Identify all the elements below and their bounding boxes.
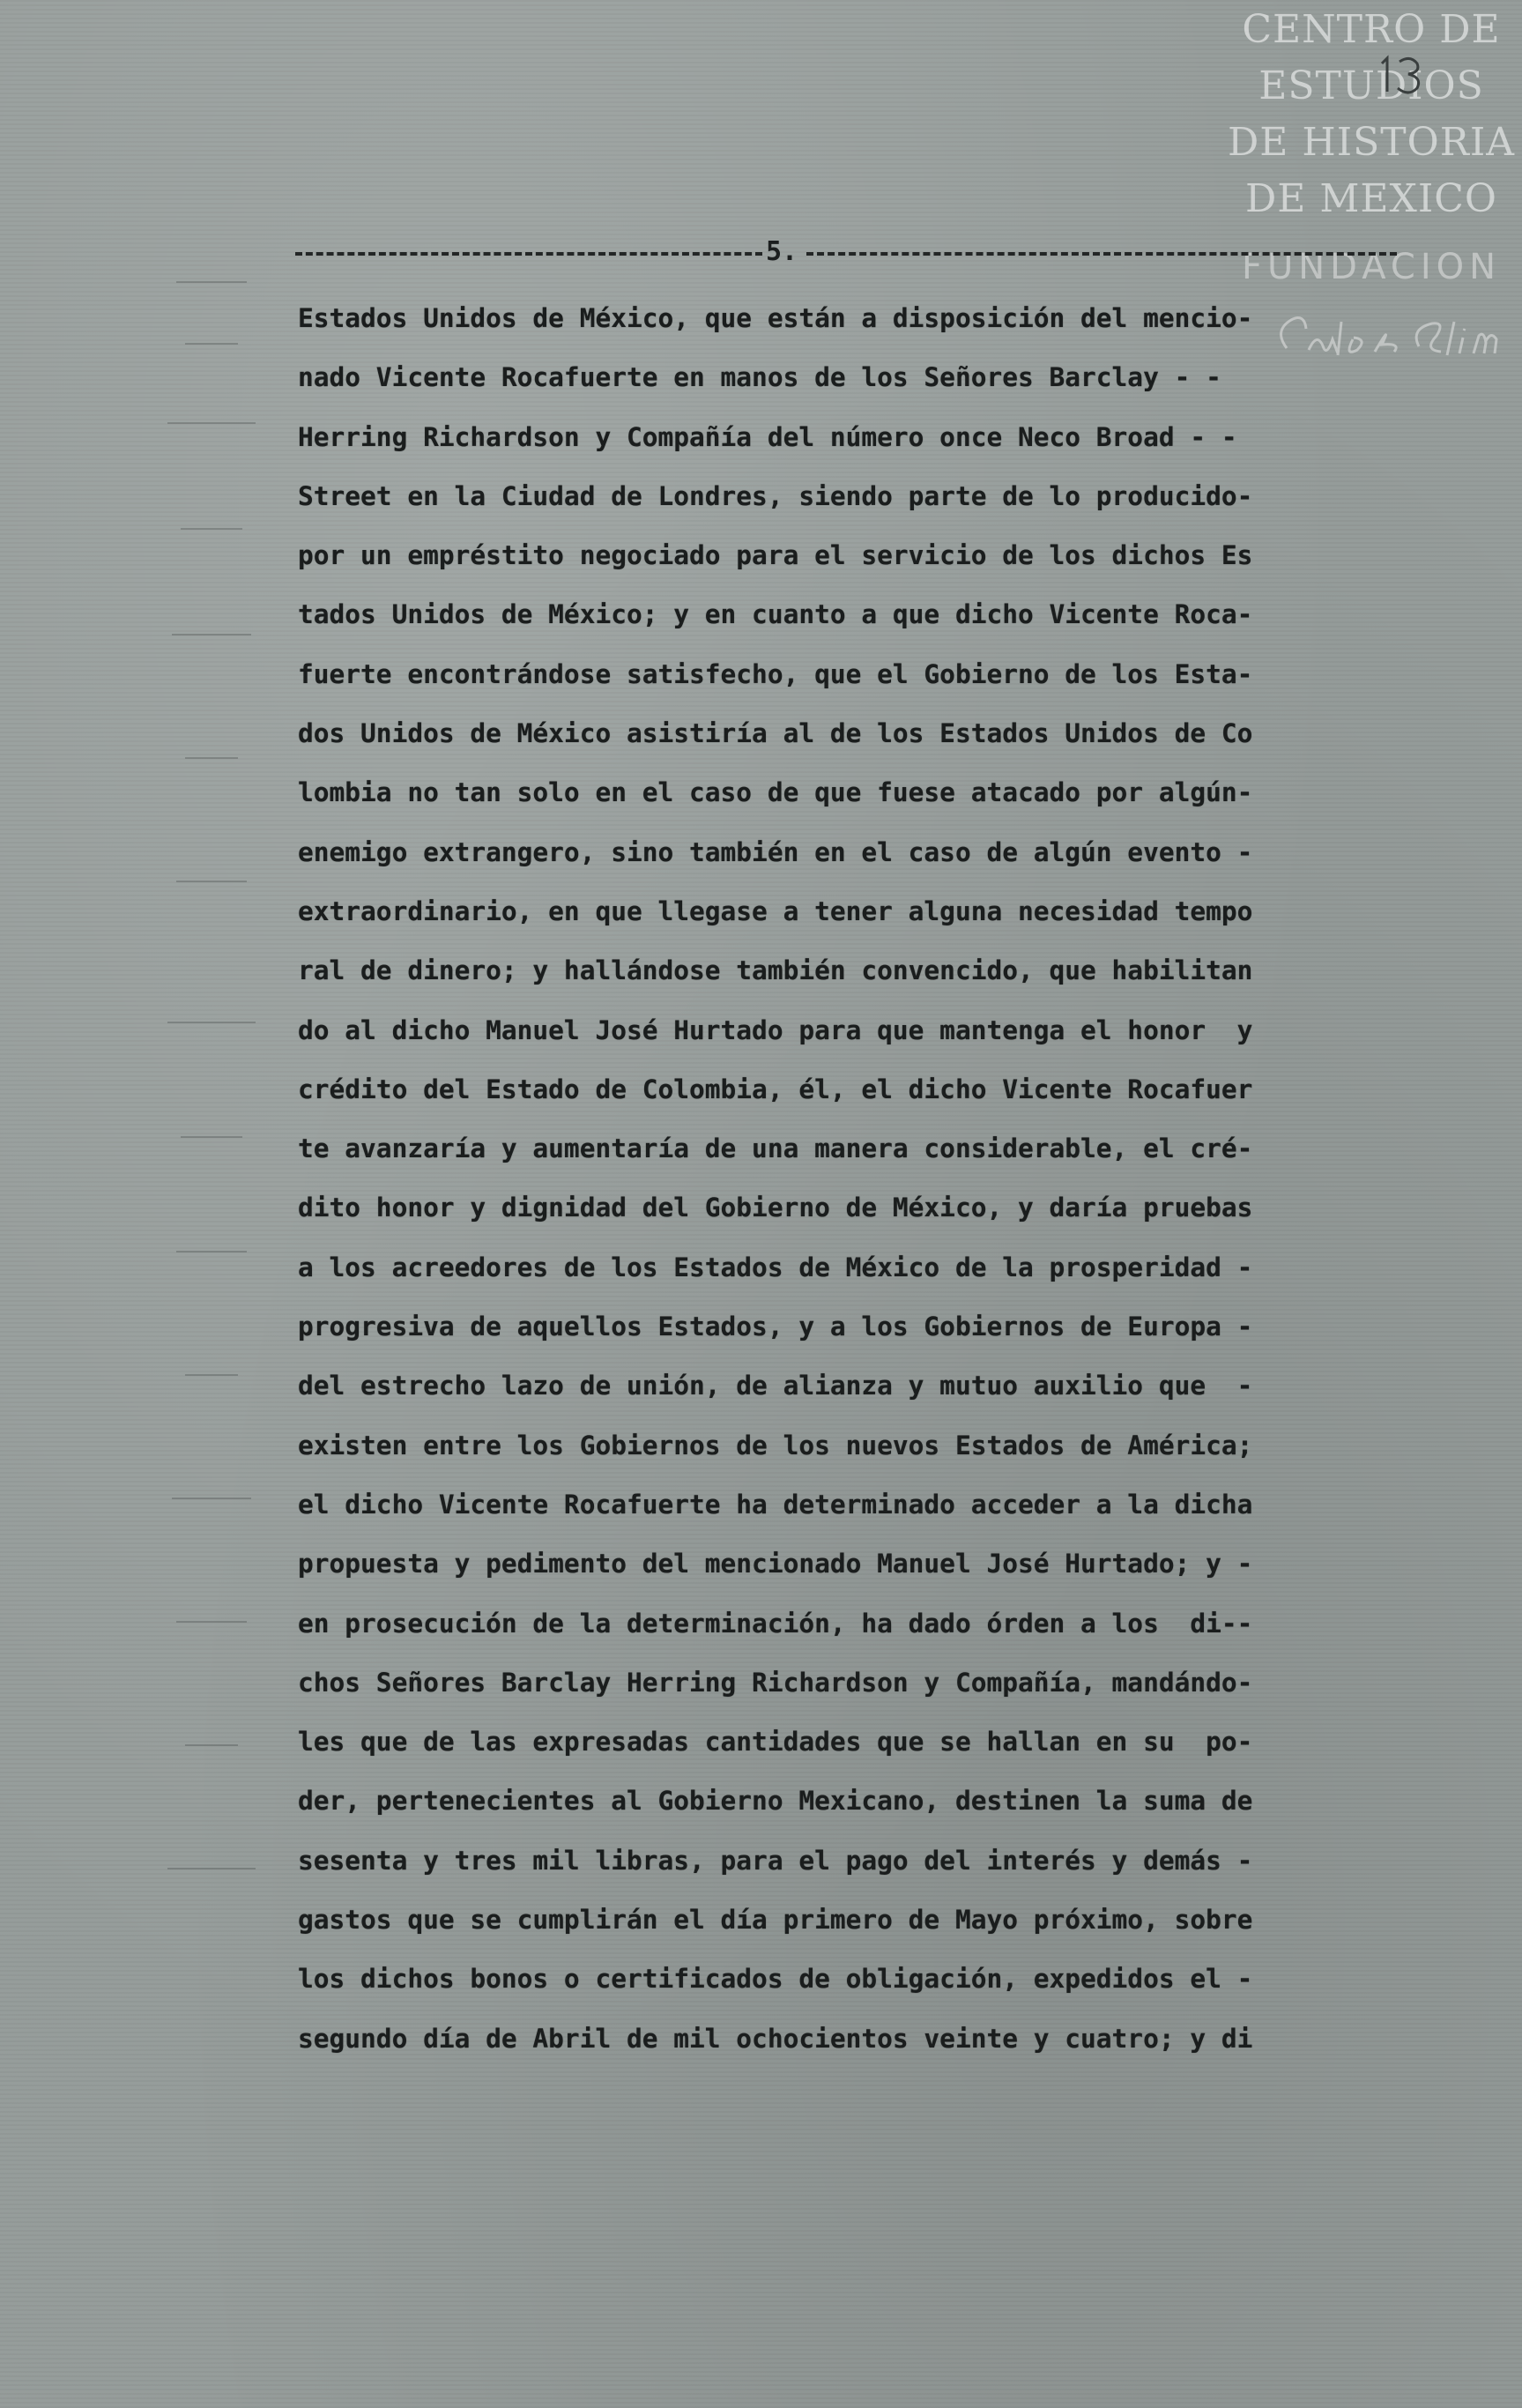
text-line: do al dicho Manuel José Hurtado para que mantenga el honor y (298, 1014, 1253, 1045)
text-line: del estrecho lazo de unión, de alianza y mutuo auxilio que - (298, 1371, 1253, 1401)
text-line: fuerte encontrándose satisfecho, que el Gobierno de los Esta- (298, 658, 1253, 689)
stamp-line-5: FUNDACION (1241, 247, 1502, 287)
text-line: lombia no tan solo en el caso de que fuese atacado por algún- (298, 777, 1253, 808)
dashed-rule-left (295, 252, 762, 256)
text-line: segundo día de Abril de mil ochocientos veinte y cuatro; y di (298, 2023, 1253, 2054)
text-line: dito honor y dignidad del Gobierno de México, y daría pruebas (298, 1193, 1253, 1223)
text-line: a los acreedores de los Estados de México de la prosperidad - (298, 1252, 1253, 1282)
text-line: enemigo extrangero, sino también en el caso de algún evento - (298, 836, 1253, 867)
dashed-rule-right (806, 252, 1397, 256)
text-line: sesenta y tres mil libras, para el pago del interés y demás - (298, 1845, 1253, 1876)
text-line: ral de dinero; y hallándose también convencido, que habilitan (298, 955, 1253, 986)
text-line: Herring Richardson y Compañía del número once Neco Broad - - (298, 421, 1237, 452)
text-line: tados Unidos de México; y en cuanto a que dicho Vicente Roca- (298, 599, 1253, 630)
text-line: extraordinario, en que llegase a tener alguna necesidad tempo (298, 896, 1253, 926)
typewritten-body (298, 289, 1417, 2069)
text-line: te avanzaría y aumentaría de una manera considerable, el cré- (298, 1133, 1253, 1164)
text-line: der, pertenecientes al Gobierno Mexicano, destinen la suma de (298, 1786, 1253, 1817)
text-line: Estados Unidos de México, que están a disposición del mencio- (298, 303, 1253, 333)
text-line: chos Señores Barclay Herring Richardson y Compañía, mandándo- (298, 1667, 1253, 1698)
stamp-line-3: DE HISTORIA (1228, 120, 1515, 165)
text-line: en prosecución de la determinación, ha dado órden a los di-- (298, 1608, 1253, 1639)
text-line: gastos que se cumplirán el día primero de Mayo próximo, sobre (298, 1905, 1253, 1936)
text-line: propuesta y pedimento del mencionado Manuel José Hurtado; y - (298, 1549, 1253, 1579)
text-line: los dichos bonos o certificados de obligación, expedidos el - (298, 1964, 1253, 1995)
folio-number-handwritten (1375, 53, 1428, 97)
text-line: dos Unidos de México asistiría al de los Estados Unidos de Co (298, 718, 1253, 749)
text-line: progresiva de aquellos Estados, y a los Gobiernos de Europa - (298, 1312, 1253, 1342)
page-number: 5. (765, 236, 798, 267)
text-line: crédito del Estado de Colombia, él, el dicho Vicente Rocafuer (298, 1074, 1253, 1104)
text-line: el dicho Vicente Rocafuerte ha determinado acceder a la dicha (298, 1489, 1253, 1520)
text-line: les que de las expresadas cantidades que se hallan en su po- (298, 1727, 1253, 1758)
text-line: por un empréstito negociado para el servicio de los dichos Es (298, 540, 1253, 571)
show-through-marks (159, 264, 282, 2027)
text-line: Street en la Ciudad de Londres, siendo parte de lo producido- (298, 480, 1253, 511)
stamp-line-2: ESTUDIOS (1258, 63, 1484, 108)
stamp-line-4: DE MEXICO (1245, 176, 1497, 221)
text-line: existen entre los Gobiernos de los nuevos Estados de América; (298, 1430, 1253, 1460)
stamp-line-1: CENTRO DE (1242, 7, 1501, 52)
text-line: nado Vicente Rocafuerte en manos de los Señores Barclay - - (298, 362, 1221, 393)
page-header-rule (295, 236, 1406, 271)
